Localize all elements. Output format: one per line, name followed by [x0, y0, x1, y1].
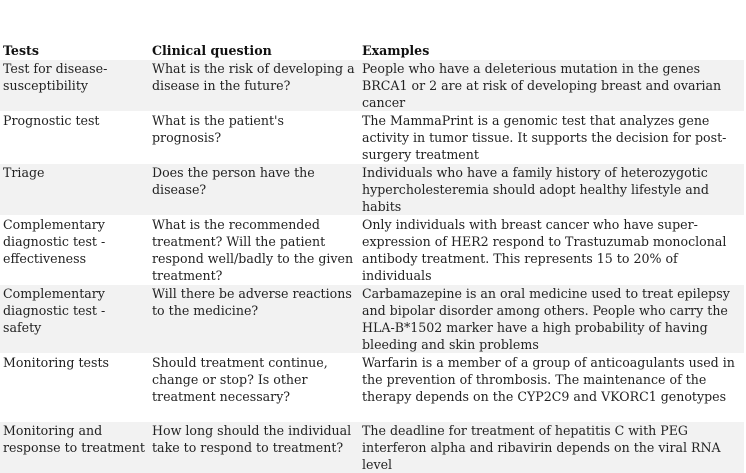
cell-example: Warfarin is a member of a group of anticoagulants used in the prevention of thrombosis. The maintenance of the therapy depends on the CYP2C9 and VKORC1 genotypes — [359, 354, 744, 422]
header-examples: Examples — [359, 41, 744, 60]
cell-test: Prognostic test — [0, 112, 149, 164]
cell-question: What is the recommended treatment? Will the patient respond well/badly to the given treatment? — [149, 216, 359, 285]
cell-question: What is the patient's prognosis? — [149, 112, 359, 164]
table-header-row — [0, 41, 744, 60]
cell-question: Will there be adverse reactions to the medicine? — [149, 285, 359, 354]
table-row — [0, 112, 744, 164]
cell-example: The deadline for treatment of hepatitis C with PEG interferon alpha and ribavirin depends on the viral RNA level — [359, 422, 744, 473]
cell-question: Should treatment continue, change or stop? Is other treatment necessary? — [149, 354, 359, 422]
cell-test: Triage — [0, 164, 149, 216]
cell-example: Carbamazepine is an oral medicine used to treat epilepsy and bipolar disorder among others. People who carry the HLA-B*1502 marker have a high probability of having bleeding and skin problems — [359, 285, 744, 354]
cell-question: What is the risk of developing a disease in the future? — [149, 60, 359, 112]
cell-example: Only individuals with breast cancer who have super-expression of HER2 respond to Trastuzumab monoclonal antibody treatment. This represents 15 to 20% of individuals — [359, 216, 744, 285]
cell-test: Monitoring and response to treatment — [0, 422, 149, 473]
table-row — [0, 216, 744, 285]
cell-question: Does the person have the disease? — [149, 164, 359, 216]
table-row — [0, 164, 744, 216]
cell-example: Individuals who have a family history of heterozygotic hypercholesteremia should adopt healthy lifestyle and habits — [359, 164, 744, 216]
table-row — [0, 354, 744, 422]
cell-test: Monitoring tests — [0, 354, 149, 422]
table-row — [0, 60, 744, 112]
cell-question: How long should the individual take to respond to treatment? — [149, 422, 359, 473]
cell-test: Complementary diagnostic test - effectiveness — [0, 216, 149, 285]
header-clinical-question: Clinical question — [149, 41, 359, 60]
cell-example: The MammaPrint is a genomic test that analyzes gene activity in tumor tissue. It supports the decision for post-surgery treatment — [359, 112, 744, 164]
clinical-tests-table — [0, 41, 744, 473]
header-tests: Tests — [0, 41, 149, 60]
cell-test: Test for disease-susceptibility — [0, 60, 149, 112]
cell-test: Complementary diagnostic test - safety — [0, 285, 149, 354]
cell-example: People who have a deleterious mutation in the genes BRCA1 or 2 are at risk of developing breast and ovarian cancer — [359, 60, 744, 112]
table-row — [0, 285, 744, 354]
table-row — [0, 422, 744, 473]
